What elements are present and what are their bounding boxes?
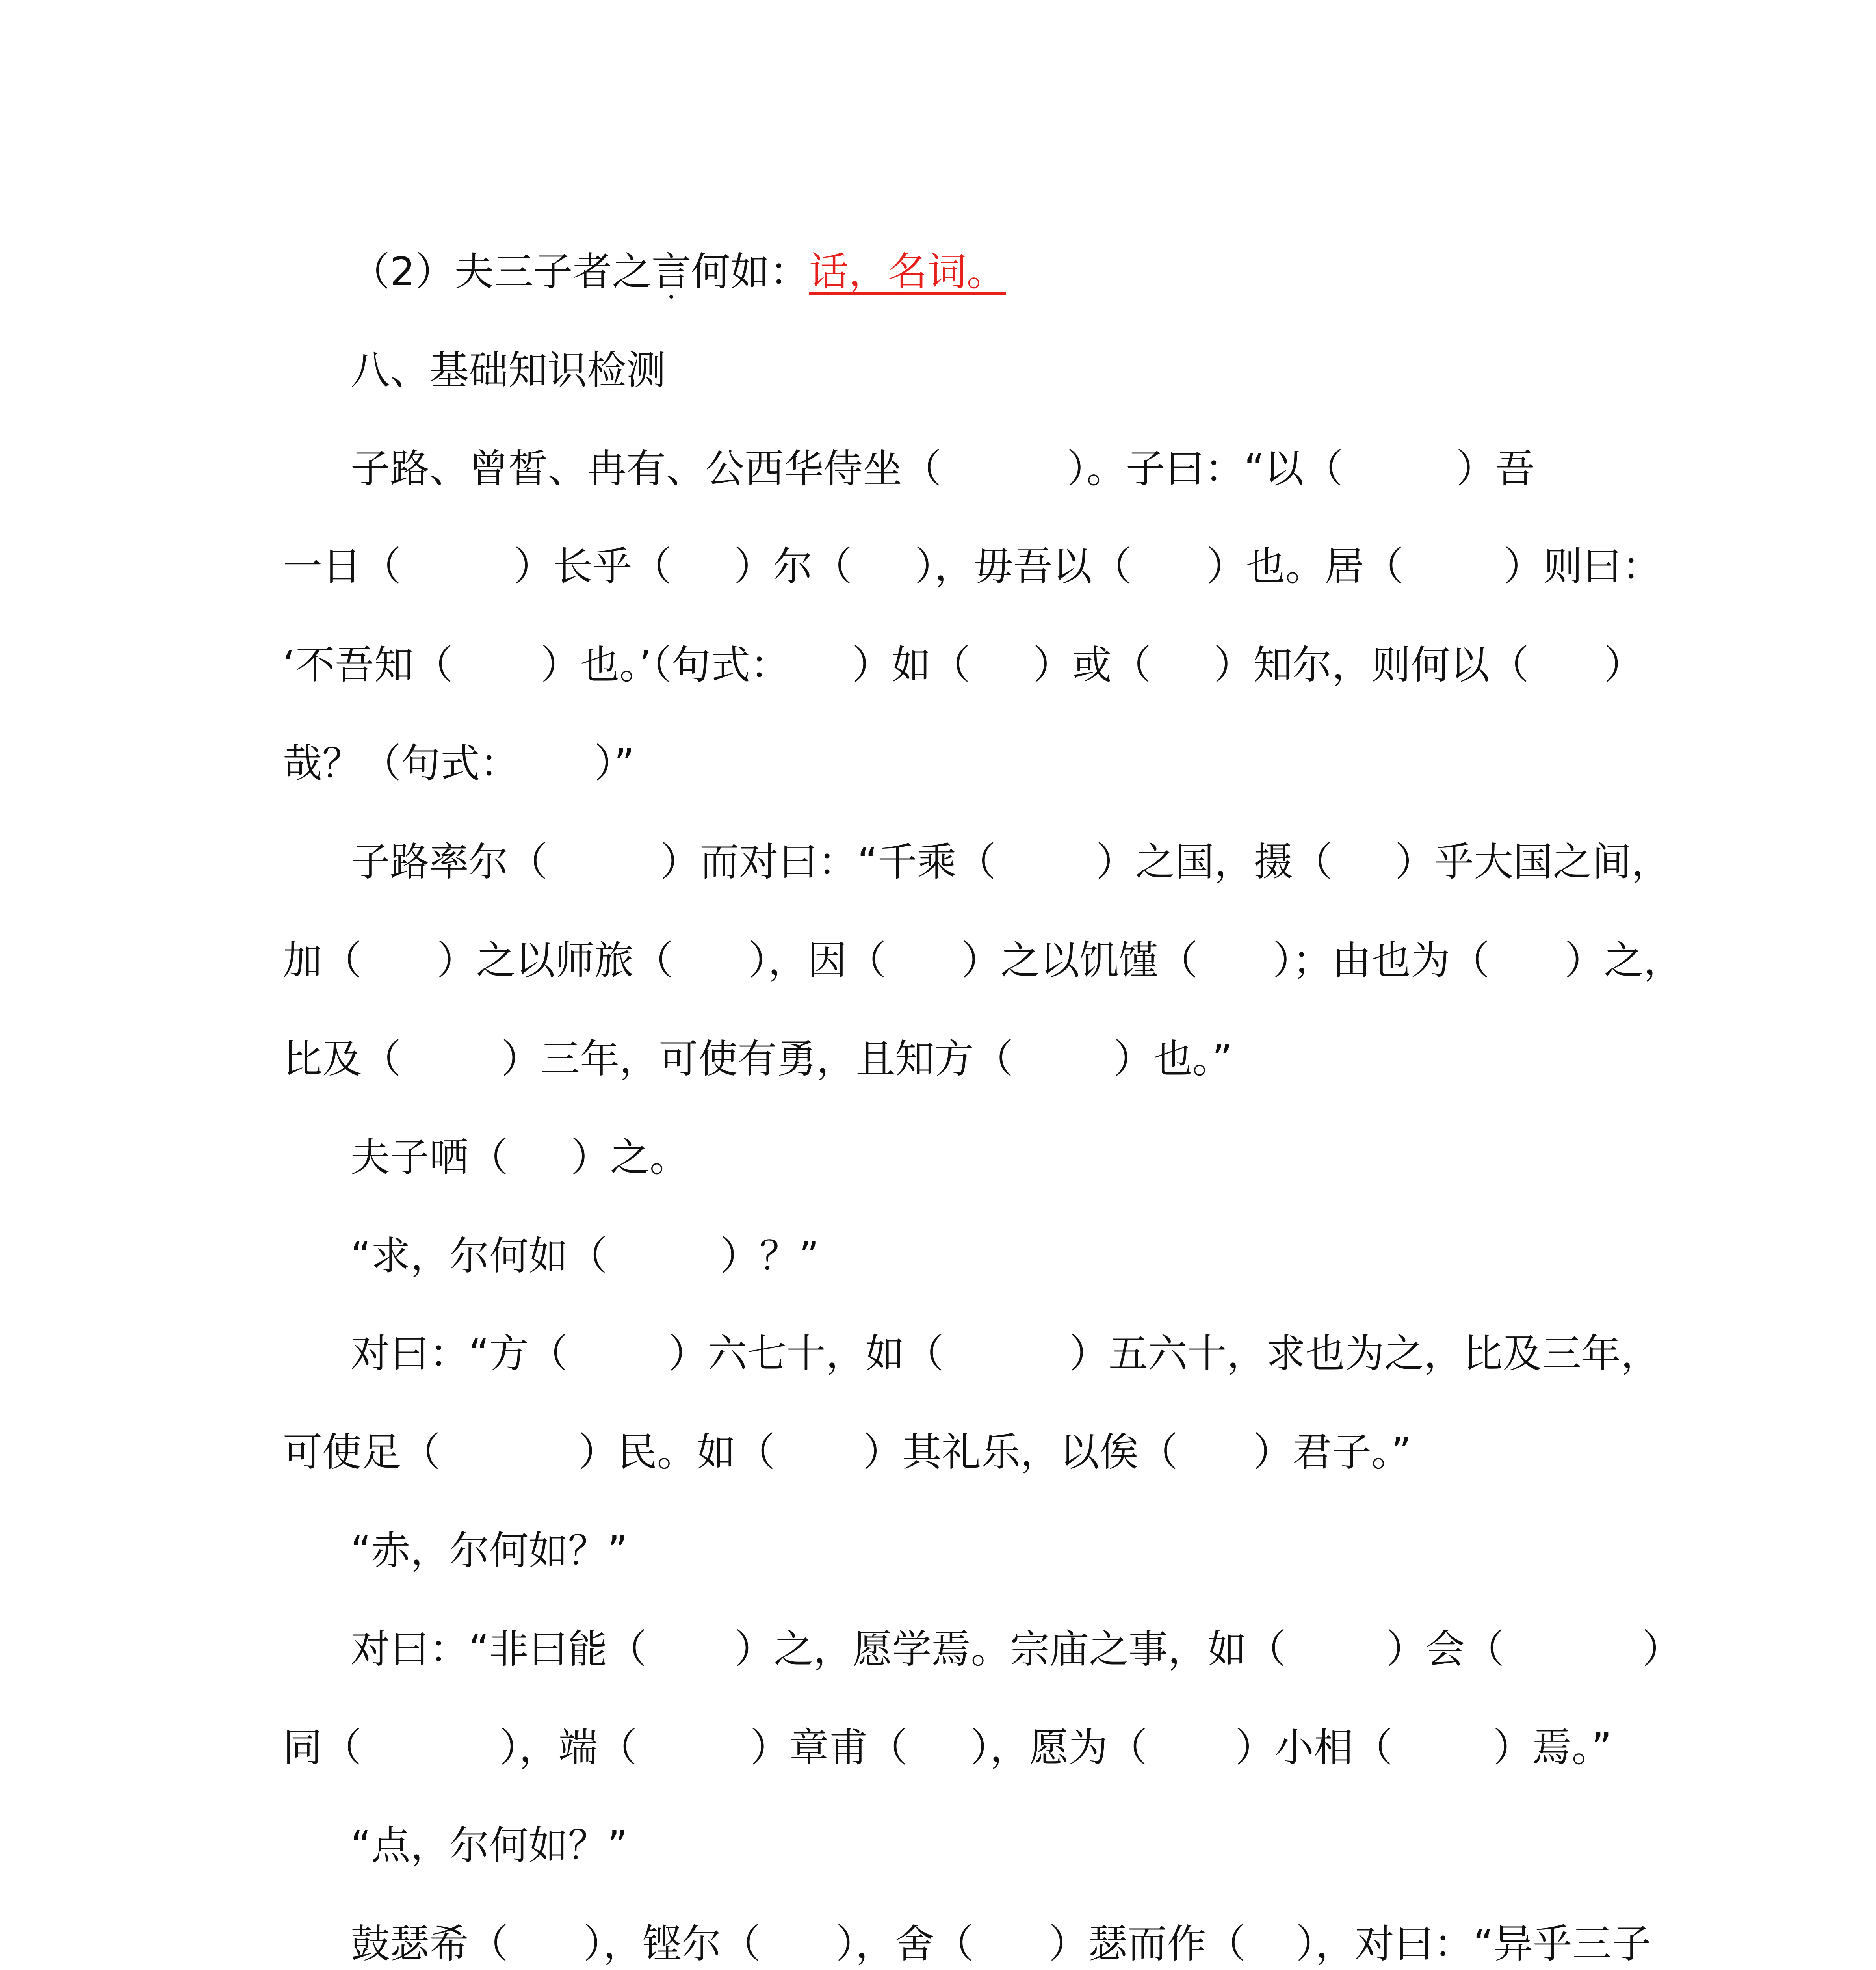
text-line-4: 哉？（句式： ）” [283,740,635,786]
text-line-7: 比及（ ）三年，可使有勇，且知方（ ）也。” [283,1036,1233,1082]
text-line-13: 对曰：“非曰能（ ）之，愿学焉。宗庙之事，如（ ）会（ ） [351,1626,1682,1672]
text-line-14: 同（ ），端（ ）章甫（ ），愿为（ ）小相（ ）焉。” [283,1725,1612,1771]
item-2-suffix: 何如： [691,249,809,295]
text-line-16: 鼓瑟希（ ），铿尔（ ），舍（ ）瑟而作（ ），对曰：“异乎三子 [351,1921,1651,1967]
text-line-12: “赤，尔何如？” [351,1528,628,1574]
text-line-1: 子路、曾皙、冉有、公西华侍坐（ ）。子曰：“以（ ）吾 [351,446,1535,492]
text-line-8: 夫子哂（ ）之。 [351,1134,689,1180]
text-line-10: 对曰：“方（ ）六七十，如（ ）五六十，求也为之，比及三年， [351,1331,1660,1377]
text-line-5: 子路率尔（ ）而对曰：“千乘（ ）之国，摄（ ）乎大国之间， [351,839,1671,885]
text-line-15: “点，尔何如？” [351,1822,628,1868]
text-line-11: 可使足（ ）民。如（ ）其礼乐，以俟（ ）君子。” [283,1429,1412,1475]
item-2-answer: 话，名词。 [809,249,1006,295]
section-heading: 八、基础知识检测 [351,347,666,393]
item-2-prefix: （2）夫三子者之 [351,249,652,295]
item-2-line [351,244,1674,299]
item-2-dotted-char: 言 [651,249,691,295]
text-line-2: 一日（ ）长乎（ ）尔（ ），毋吾以（ ）也。居（ ）则曰： [283,543,1661,589]
text-line-6: 加（ ）之以师旅（ ），因（ ）之以饥馑（ ）；由也为（ ）之， [283,937,1683,983]
text-line-3: ‘不吾知（ ）也。’（句式： ）如（ ）或（ ）知尔，则何以（ ） [283,642,1644,688]
text-line-9: “求，尔何如（ ）？” [351,1233,819,1279]
